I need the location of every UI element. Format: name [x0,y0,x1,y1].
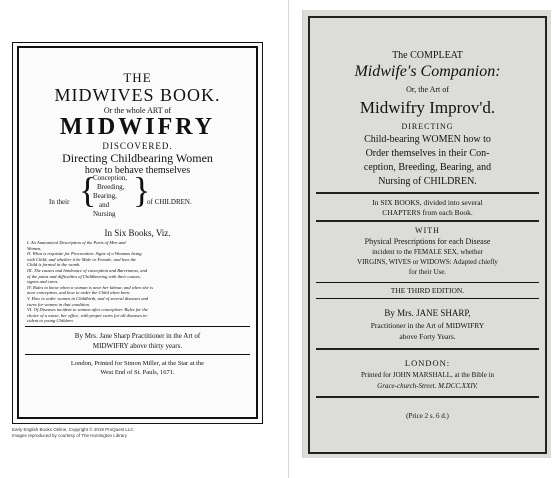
right-imprint-2: Grace-church-Street. M.DCC.XXIV. [377,382,478,390]
left-discovered: DISCOVERED. [102,141,173,151]
right-title-page [302,10,551,458]
list-item: near conception, and how to order the Child when born. [27,290,131,296]
list-item: III. The causes and hindrance of conception and Barrenness, and [27,267,148,273]
right-phys-2: incident to the FEMALE SEX, whether [372,248,483,256]
left-topic: Bearing, [93,192,117,200]
list-item: with Child, and whether it be Male or Female, and how the [27,256,137,262]
left-imprint: London, Printed for Simon Miller, at the Star at the [70,360,205,367]
list-item: cident to young Children. [27,318,74,324]
right-brace-icon: } [133,170,151,210]
right-title-art: Or, the Art of [406,85,449,94]
left-topic: Conception, [93,174,128,182]
list-item: cures for women in that condition. [27,301,91,307]
list-item: Women, [27,245,42,251]
right-with: WITH [415,226,440,235]
footer-line: Images reproduced by courtesy of The Huntington Library [12,432,127,438]
right-body-2: Order themselves in their Con- [365,148,490,159]
list-item: choice of a nurse, her office, with proper cures for all diseases in- [27,312,149,318]
right-phys-3: VIRGINS, WIVES or WIDOWS: Adapted chiefly [357,258,498,266]
list-item: signes and cures. [27,279,59,285]
left-rule-2 [25,354,250,355]
right-title-improved: Midwifry Improv'd. [359,98,496,117]
left-six-books: In Six Books, Viz. [104,228,171,238]
right-body-4: Nursing of CHILDREN. [378,176,477,187]
right-phys-4: for their Use. [408,268,447,276]
left-in-their: In their [49,198,70,206]
list-item: I. An Anatomical Description of the Parts of Men and [27,240,126,245]
right-directing: DIRECTING [401,122,454,131]
copyright-footer [12,427,134,438]
page-divider [288,0,289,478]
list-item: VI. Of Diseases incident to women after conception: Rules for the [27,307,148,313]
left-author-2: MIDWIFRY above thirty years. [92,342,183,350]
list-item: IV. Rules to know when a woman is near her labour, and when she is [27,284,153,290]
right-books-1: In SIX BOOKS, divided into several [372,198,483,207]
left-title-the: THE [123,70,152,85]
left-imprint-2: West End of St. Pauls, 1671. [100,369,175,376]
left-title-page [12,42,263,424]
left-directing: Directing Childbearing Women [62,151,213,165]
left-topics [93,174,127,219]
right-rule [316,192,539,194]
list-item: Child is formed in the womb. [27,262,81,268]
left-rule [25,326,250,327]
list-item: of the pains and difficulties of Childbearing with their causes, [27,273,141,279]
left-title-midwifry: MIDWIFRY [59,114,216,140]
left-topic: Breeding, [97,183,125,191]
right-books-2: CHAPTERS from each Book. [382,208,473,217]
right-author-1: By Mrs. JANE SHARP, [384,308,471,318]
left-behave: how to behave themselves [84,165,191,176]
right-price: (Price 2 s. 6 d.) [406,412,449,420]
left-subtitle: Or the whole ART of [103,106,172,115]
right-phys-1: Physical Prescriptions for each Disease [364,237,491,246]
right-edition: THE THIRD EDITION. [390,286,465,295]
list-item: II. What is requisite for Procreation: Signs of a Womans being [27,251,142,257]
left-topic: and [99,201,110,209]
left-author: By Mrs. Jane Sharp Practitioner in the Art of [74,332,201,340]
right-rule-3 [316,282,539,283]
left-title-main: MIDWIVES BOOK. [54,85,221,105]
right-london: LONDON: [404,358,451,368]
right-body-1: Child-bearing WOMEN how to [364,134,491,145]
right-page-border [308,16,547,454]
left-contents-list [27,240,248,324]
right-title-compleat: The COMPLEAT [392,50,463,61]
left-of-children: of CHILDREN. [147,198,192,206]
left-topic: Nursing [93,210,116,218]
footer-line: Early English Books Online, Copyright © 2019 ProQuest LLC [12,427,134,432]
right-title-companion: Midwife's Companion: [354,63,501,80]
list-item: V. How to order women in Childbirth, and of several diseases and [27,295,149,301]
right-author-2: Practitioner in the Art of MIDWIFRY [370,321,485,330]
right-rule-4 [316,298,539,299]
right-rule-6 [316,396,539,398]
right-body-3: ception, Breeding, Bearing, and [363,162,492,173]
right-rule-5 [316,348,539,350]
right-author-3: above Forty Years. [399,332,456,341]
right-imprint-1: Printed for JOHN MARSHALL, at the Bible in [361,371,494,379]
left-brace-icon: { [79,170,97,210]
left-page-border [17,46,258,419]
right-rule-2 [316,220,539,222]
